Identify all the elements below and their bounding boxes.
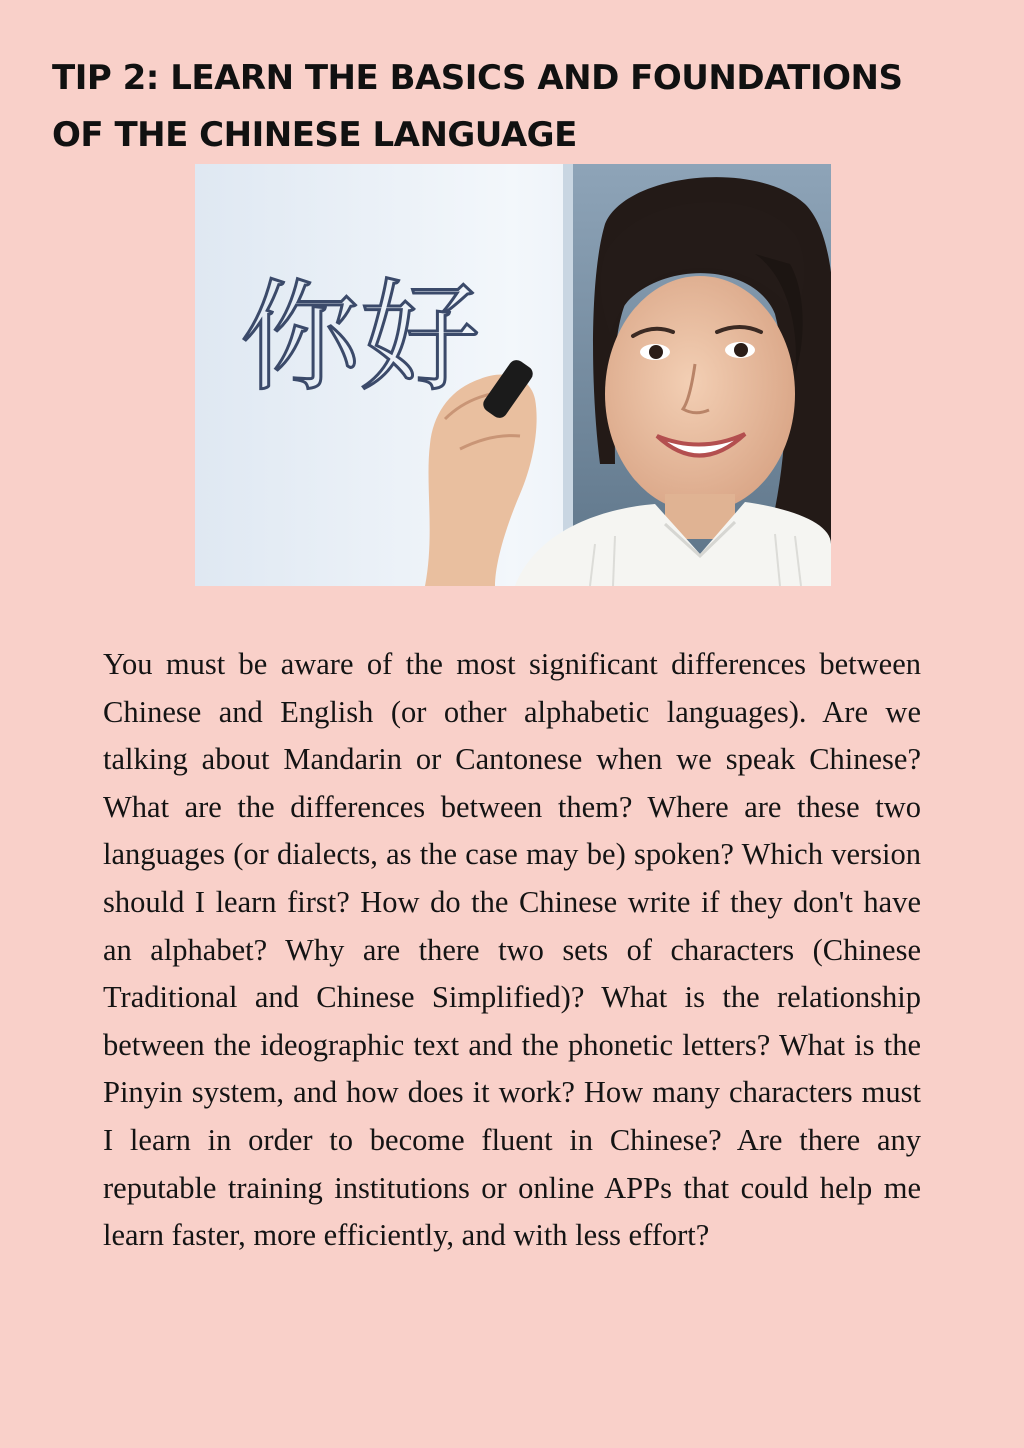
photo-illustration: [195, 164, 831, 586]
body-paragraph: You must be aware of the most significant differences between Chinese and English (or other alphabetic languages). Are we talking about Mandarin or Cantonese when we speak Chinese? What are the differences between them? Where are these two languages (or dialects, as the case may be) spoken? Which version should I learn first? How do the Chinese write if they don't have an alphabet? Why are there two sets of characters (Chinese Traditional and Chinese Simplified)? What is the relationship between the ideographic text and the phonetic letters? What is the Pinyin system, and how does it work? How many characters must I learn in order to become fluent in Chinese? Are there any reputable training institutions or online APPs that could help me learn faster, more efficiently, and with less effort?: [103, 647, 921, 1253]
title-line-2: OF THE CHINESE LANGUAGE: [52, 115, 577, 155]
page-title: [52, 50, 992, 164]
woman-writing-photo: [195, 164, 831, 586]
title-line-1: TIP 2: LEARN THE BASICS AND FOUNDATIONS: [52, 58, 903, 98]
whiteboard-text: 你好: [240, 269, 480, 408]
